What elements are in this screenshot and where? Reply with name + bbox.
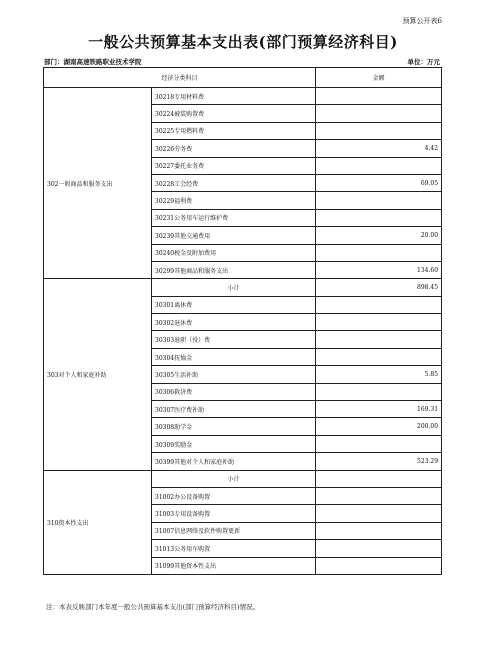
footnote: 注：本表反映部门本年度一般公共预算基本支出(部门预算经济科目)情况。 <box>46 603 260 611</box>
item-label: 30303退职（役）费 <box>152 331 316 348</box>
table-header-row <box>44 68 442 88</box>
item-amount <box>316 487 442 504</box>
subtotal-amount <box>316 470 442 487</box>
table-row <box>44 279 442 296</box>
item-label: 31099其他资本性支出 <box>152 557 316 574</box>
table-row <box>44 88 442 105</box>
item-label: 31013公务用车购置 <box>152 540 316 557</box>
category-cell: 302一般商品和服务支出 <box>44 88 152 279</box>
item-amount <box>316 105 442 122</box>
item-label: 30228工会经费 <box>152 174 316 191</box>
item-label: 31007信息网络及软件购置更新 <box>152 522 316 539</box>
corner-label: 预算公开表6 <box>402 17 442 25</box>
item-label: 30229福利费 <box>152 192 316 209</box>
item-label: 30302退休费 <box>152 314 316 331</box>
item-amount <box>316 192 442 209</box>
item-amount <box>316 122 442 139</box>
item-amount <box>316 157 442 174</box>
subtotal-label: 小计 <box>152 470 316 487</box>
unit-label: 单位：万元 <box>407 58 440 66</box>
item-label: 30399其他对个人和家庭补助 <box>152 453 316 470</box>
item-amount <box>316 522 442 539</box>
item-label: 30218专用材料费 <box>152 88 316 105</box>
item-amount <box>316 505 442 522</box>
item-label: 30240税金及附加费用 <box>152 244 316 261</box>
item-amount: 169.31 <box>316 401 442 418</box>
item-amount: 4.42 <box>316 140 442 157</box>
item-amount <box>316 209 442 226</box>
item-amount <box>316 348 442 365</box>
item-label: 30239其他交通费用 <box>152 227 316 244</box>
item-amount: 20.00 <box>316 227 442 244</box>
page-title: 一般公共预算基本支出表(部门预算经济科目) <box>88 33 398 51</box>
item-amount <box>316 88 442 105</box>
item-label: 30308助学金 <box>152 418 316 435</box>
item-amount <box>316 244 442 261</box>
column-header-amount: 金额 <box>316 68 442 88</box>
item-label: 31002办公设备购置 <box>152 487 316 504</box>
table-body <box>44 88 442 575</box>
item-amount: 5.85 <box>316 366 442 383</box>
item-label: 30299其他商品和服务支出 <box>152 261 316 278</box>
department-label: 部门：湖南高速铁路职业技术学院 <box>44 58 142 66</box>
category-cell: 303对个人和家庭补助 <box>44 279 152 470</box>
table-row <box>44 470 442 487</box>
item-label: 30305生活补助 <box>152 366 316 383</box>
item-amount <box>316 383 442 400</box>
item-label: 30309奖励金 <box>152 435 316 452</box>
item-label: 30225专用燃料费 <box>152 122 316 139</box>
item-amount: 69.05 <box>316 174 442 191</box>
item-label: 30307医疗费补助 <box>152 401 316 418</box>
category-cell: 310资本性支出 <box>44 470 152 574</box>
item-label: 30226劳务费 <box>152 140 316 157</box>
subtotal-label: 小计 <box>152 279 316 296</box>
budget-table <box>43 67 442 575</box>
item-amount: 200.00 <box>316 418 442 435</box>
item-label: 30304抚恤金 <box>152 348 316 365</box>
item-amount <box>316 435 442 452</box>
item-label: 31003专用设备购置 <box>152 505 316 522</box>
item-amount: 523.29 <box>316 453 442 470</box>
item-label: 30227委托业务费 <box>152 157 316 174</box>
item-label: 30224被装购置费 <box>152 105 316 122</box>
column-header-category: 经济分类科目 <box>44 68 316 88</box>
item-amount <box>316 557 442 574</box>
item-label: 30306救济费 <box>152 383 316 400</box>
subtotal-amount: 898.45 <box>316 279 442 296</box>
item-amount <box>316 540 442 557</box>
item-label: 30301离休费 <box>152 296 316 313</box>
item-amount: 134.60 <box>316 261 442 278</box>
item-label: 30231公务用车运行维护费 <box>152 209 316 226</box>
item-amount <box>316 296 442 313</box>
item-amount <box>316 331 442 348</box>
item-amount <box>316 314 442 331</box>
